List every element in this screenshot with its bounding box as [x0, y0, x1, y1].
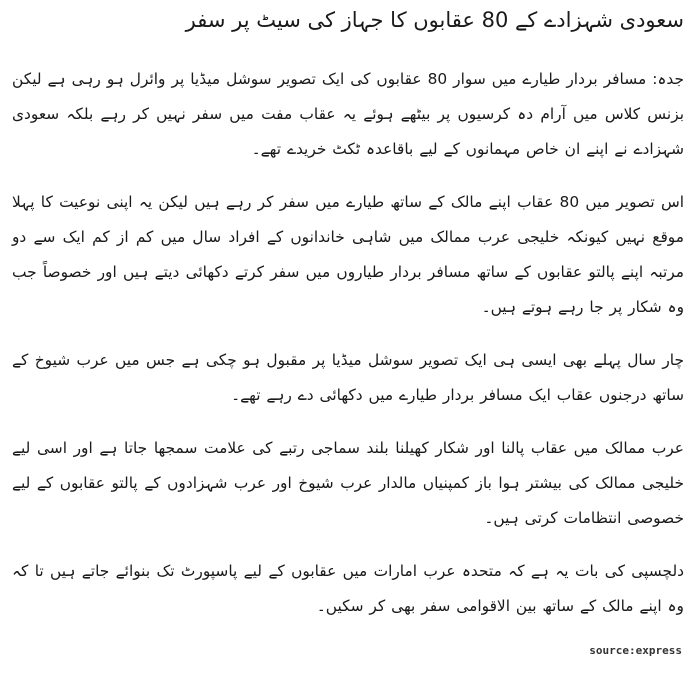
- source-credit: source:express: [589, 644, 682, 657]
- paragraph-1: جدہ: مسافر بردار طیارے میں سوار 80 عقابوں کی ایک تصویر سوشل میڈیا پر وائرل ہو رہی ہے لیکن بزنس کلاس میں آرام دہ کرسیوں پر بیٹھے ہوئے یہ عقاب مفت میں سفر نہیں کر رہے بلکہ سعودی شہزادے نے اپنے ان خاص مہمانوں کے لیے باقاعدہ ٹکٹ خریدے تھے۔: [12, 70, 684, 158]
- paragraph-2: اس تصویر میں 80 عقاب اپنے مالک کے ساتھ طیارے میں سفر کر رہے ہیں لیکن یہ اپنی نوعیت کا پہلا موقع نہیں کیونکہ خلیجی عرب ممالک میں شاہی خاندانوں کے افراد سال میں کم از کم ایک سے دو مرتبہ اپنے پالتو عقابوں کے ساتھ مسافر بردار طیاروں میں سفر کرتے دکھائی دیتے ہیں اور خصوصاً جب وہ شکار پر جا رہے ہوتے ہیں۔: [12, 193, 685, 316]
- headline: سعودی شہزادے کے 80 عقابوں کا جہاز کی سیٹ پر سفر: [185, 8, 684, 32]
- paragraph-5: دلچسپی کی بات یہ ہے کہ متحدہ عرب امارات میں عقابوں کے لیے پاسپورٹ تک بنوائے جاتے ہیں تا کہ وہ اپنے مالک کے ساتھ بین الاقوامی سفر بھی کر سکیں۔: [12, 562, 684, 615]
- paragraph-4: عرب ممالک میں عقاب پالنا اور شکار کھیلنا بلند سماجی رتبے کی علامت سمجھا جاتا ہے اور اسی لیے خلیجی ممالک کی بیشتر ہوا باز کمپنیاں مالدار عرب شیوخ اور عرب شہزادوں کے پالتو عقابوں کے لیے خصوصی انتظامات کرتی ہیں۔: [12, 439, 684, 527]
- paragraph-3: چار سال پہلے بھی ایسی ہی ایک تصویر سوشل میڈیا پر مقبول ہو چکی ہے جس میں عرب شیوخ کے ساتھ درجنوں عقاب ایک مسافر بردار طیارے میں دکھائی دے رہے تھے۔: [12, 351, 684, 404]
- article: [12, 6, 684, 642]
